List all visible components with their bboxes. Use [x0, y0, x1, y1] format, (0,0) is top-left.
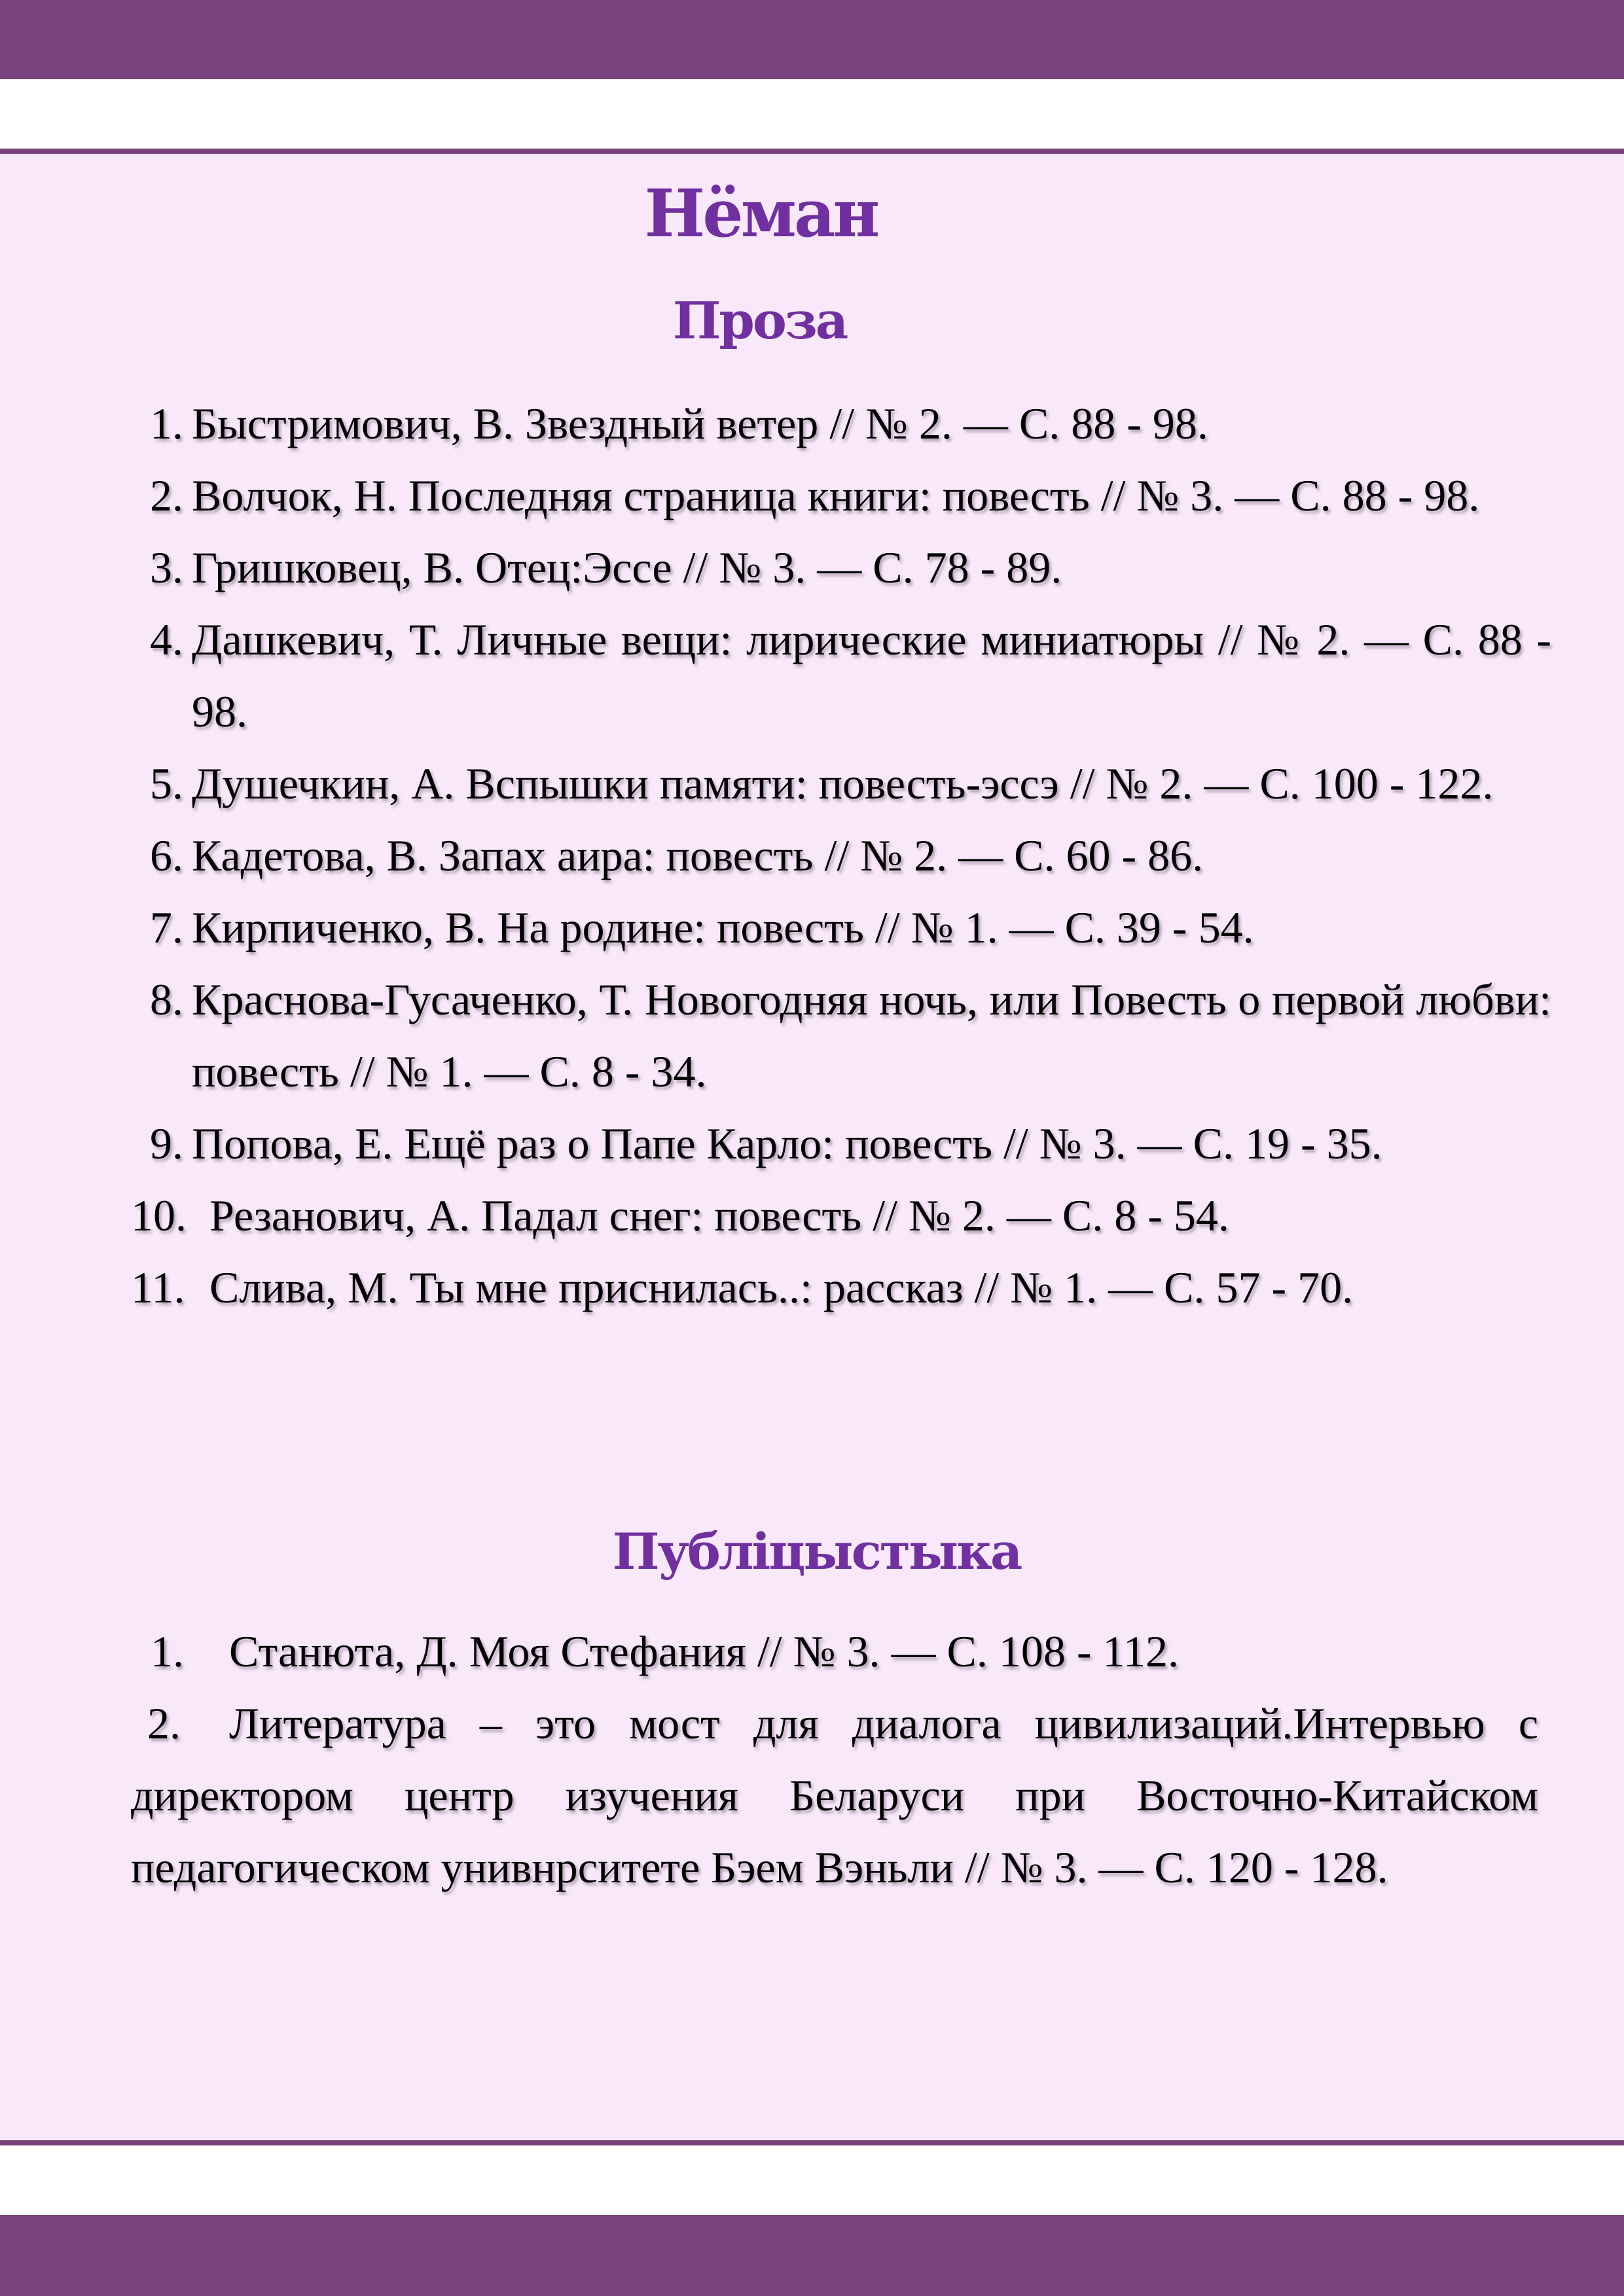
item-number: 4.: [150, 615, 183, 664]
item-text: Станюта, Д. Моя Стефания // № 3. — С. 108 - 112.: [229, 1626, 1179, 1676]
item-number: 1.: [151, 1626, 184, 1676]
list-item: [131, 747, 1551, 819]
item-text: Дашкевич, Т. Личные вещи: лирические миниатюры // № 2. — С. 88 - 98.: [192, 615, 1551, 736]
item-text: Кадетова, В. Запах аира: повесть // № 2. — С. 60 - 86.: [192, 831, 1204, 880]
bottom-divider-line: [0, 2140, 1624, 2145]
item-number: 7.: [150, 903, 183, 952]
top-banner-bar: [0, 0, 1624, 79]
top-divider-line: [0, 149, 1624, 154]
item-number: 11.: [131, 1263, 185, 1312]
list-item: [131, 1251, 1551, 1323]
bottom-banner-bar: [0, 2215, 1624, 2296]
list-item: [131, 387, 1551, 459]
list-item: [131, 603, 1551, 747]
item-text: Гришковец, В. Отец:Эссе // № 3. — С. 78 - 89.: [192, 543, 1062, 592]
item-text: Слива, М. Ты мне приснилась..: рассказ // № 1. — С. 57 - 70.: [209, 1263, 1354, 1312]
item-number: 9.: [150, 1119, 183, 1168]
item-text: Краснова-Гусаченко, Т. Новогодняя ночь, или Повесть о первой любви: повесть // № 1. — С. 8 - 34.: [192, 975, 1551, 1096]
publicistics-list: [131, 1615, 1538, 1903]
item-text: Литература – это мост для диалога цивилизаций.Интервью с директором центр изучения Беларуси при Восточно-Китайском педагогическом унивнрситете Бэем Вэньли // № 3. — С. 120 - 128.: [131, 1698, 1538, 1892]
list-item: [131, 891, 1551, 963]
item-number: 3.: [150, 543, 183, 592]
item-text: Кирпиченко, В. На родине: повесть // № 1. — С. 39 - 54.: [192, 903, 1254, 952]
item-number: 6.: [150, 831, 183, 880]
page-title: Нёман: [644, 175, 878, 252]
section-heading-publicistics: Публіцыстыка: [612, 1522, 1021, 1581]
list-item: [131, 963, 1551, 1107]
list-item: [131, 1687, 1538, 1903]
list-item: [131, 819, 1551, 891]
item-number: 8.: [150, 975, 183, 1024]
list-item: [131, 1107, 1551, 1179]
item-number: 10.: [131, 1191, 187, 1240]
item-text: Быстримович, В. Звездный ветер // № 2. — С. 88 - 98.: [192, 399, 1208, 448]
list-item: [131, 459, 1551, 531]
item-number: 1.: [150, 399, 183, 448]
item-text: Волчок, Н. Последняя страница книги: повесть // № 3. — С. 88 - 98.: [192, 471, 1480, 520]
list-item: [131, 531, 1551, 603]
list-item: [131, 1615, 1538, 1687]
item-text: Попова, Е. Ещё раз о Папе Карло: повесть // № 3. — С. 19 - 35.: [192, 1119, 1382, 1168]
item-text: Резанович, А. Падал снег: повесть // № 2. — С. 8 - 54.: [209, 1191, 1229, 1240]
prose-list: [131, 387, 1551, 1323]
item-text: Душечкин, А. Вспышки памяти: повесть-эссэ // № 2. — С. 100 - 122.: [192, 759, 1494, 808]
item-number: 2.: [147, 1698, 181, 1748]
section-heading-prose: Проза: [672, 291, 847, 351]
list-item: [131, 1179, 1551, 1251]
item-number: 5.: [150, 759, 183, 808]
item-number: 2.: [150, 471, 183, 520]
